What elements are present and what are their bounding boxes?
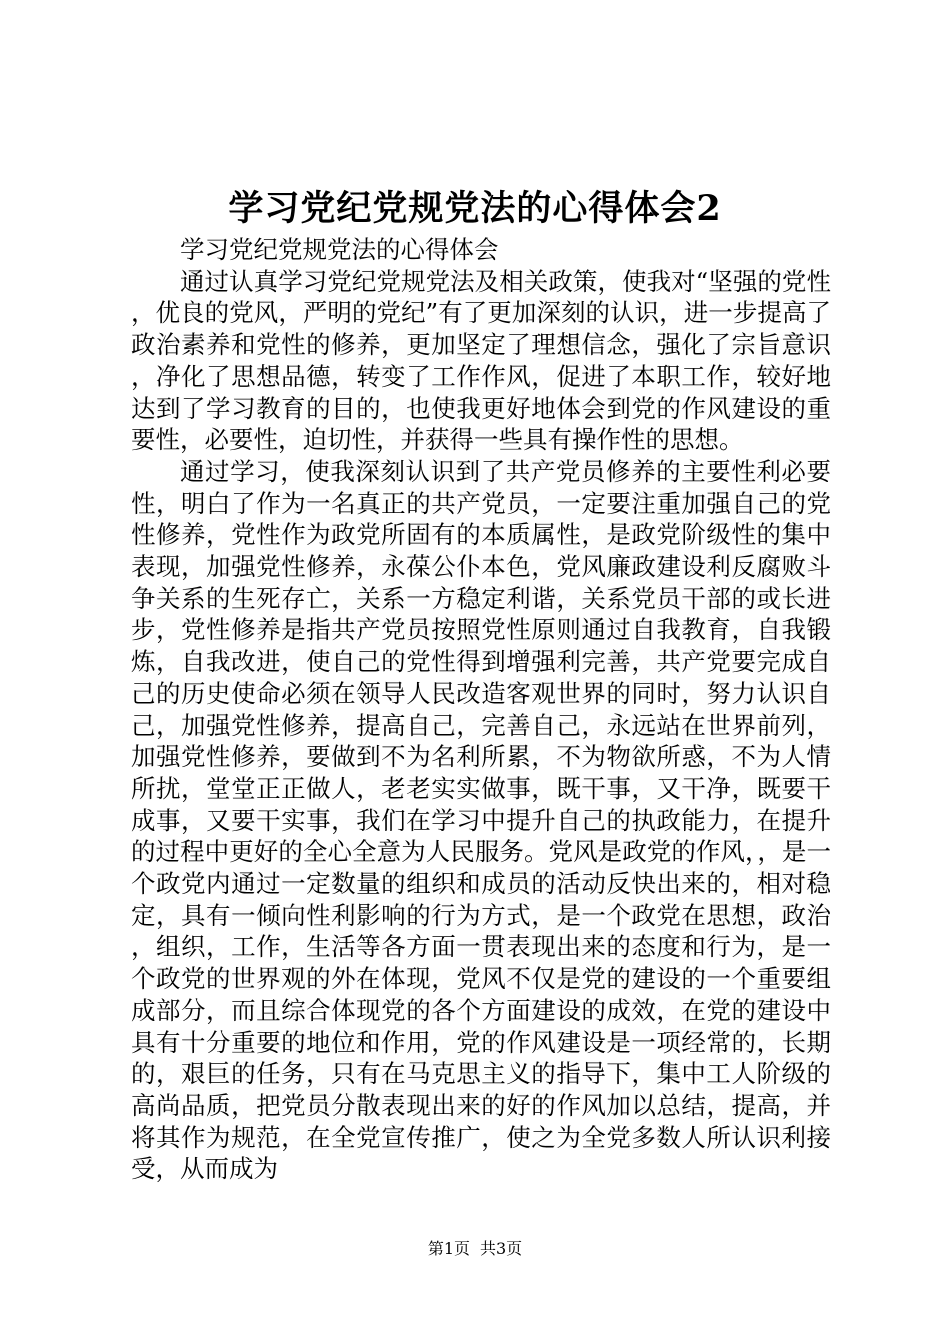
subtitle-paragraph: 学习党纪党规党法的心得体会 [180,235,499,264]
page-total: 共3页 [480,1239,523,1258]
page-number: 第1页 [427,1239,470,1258]
document-body [131,234,831,1185]
document-title: 学习党纪党规党法的心得体会2 [228,188,722,229]
page-footer [0,1238,950,1260]
body-paragraph-1: 通过认真学习党纪党规党法及相关政策，使我对“坚强的党性，优良的党风，严明的党纪”有了更加深刻的认识，进一步提高了政治素养和党性的修养，更加坚定了理想信念，强化了宗旨意识，净化了思想品德，转变了工作作风，促进了本职工作，较好地达到了学习教育的目的，也使我更好地体会到党的作风建设的重要性，必要性，迫切性，并获得一些具有操作性的思想。 [131,266,831,455]
body-paragraph-2: 通过学习，使我深刻认识到了共产党员修养的主要性利必要性，明白了作为一名真正的共产党员，一定要注重加强自己的党性修养，党性作为政党所固有的本质属性，是政党阶级性的集中表现，加强党性修养，永葆公仆本色，党风廉政建设利反腐败斗争关系的生死存亡，关系一方稳定利谐，关系党员干部的或长进步，党性修养是指共产党员按照党性原则通过自我教育，自我锻炼，自我改进，使自己的党性得到增强利完善，共产党要完成自己的历史使命必须在领导人民改造客观世界的同时，努力认识自己，加强党性修养，提高自己，完善自己，永远站在世界前列，加强党性修养，要做到不为名利所累，不为物欲所惑，不为人情所扰，堂堂正正做人，老老实实做事，既干事，又干净，既要干成事，又要干实事，我们在学习中提升自己的执政能力，在提升的过程中更好的全心全意为人民服务。党风是政党的作风，，是一个政党内通过一定数量的组织和成员的活动反快出来的，相对稳定，具有一倾向性利影响的行为方式，是一个政党在思想，政治，组织，工作，生活等各方面一贯表现出来的态度和行为，是一个政党的世界观的外在体现，党风不仅是党的建设的一个重要组成部分，而且综合体现党的各个方面建设的成效，在党的建设中具有十分重要的地位和作用，党的作风建设是一项经常的，长期的，艰巨的任务，只有在马克思主义的指导下，集中工人阶级的高尚品质，把党员分散表现出来的好的作风加以总结，提高，并将其作为规范，在全党宣传推广，使之为全党多数人所认识利接受，从而成为 [131,456,831,1184]
